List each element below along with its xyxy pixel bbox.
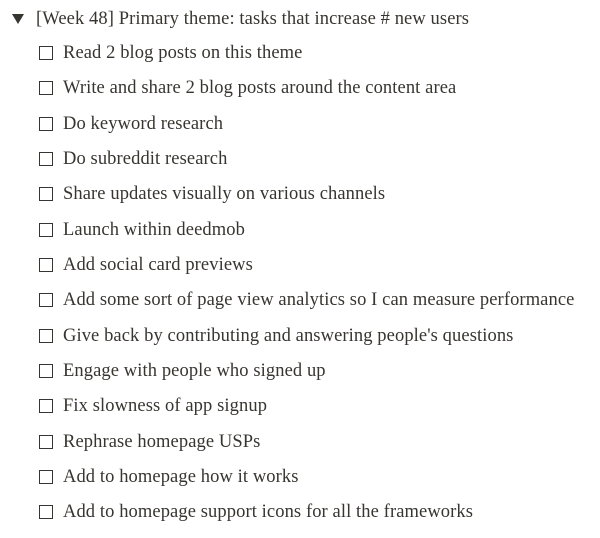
todo-checkbox[interactable] — [39, 329, 53, 343]
todo-item — [39, 216, 245, 244]
todo-label[interactable]: Engage with people who signed up — [63, 360, 326, 381]
todo-checkbox[interactable] — [39, 505, 53, 519]
todo-checkbox[interactable] — [39, 81, 53, 95]
todo-item — [39, 110, 223, 138]
todo-checkbox[interactable] — [39, 399, 53, 413]
todo-label[interactable]: Read 2 blog posts on this theme — [63, 43, 303, 63]
todo-label[interactable]: Add social card previews — [63, 254, 253, 275]
todo-checkbox[interactable] — [39, 293, 53, 307]
todo-item — [39, 39, 302, 67]
todo-label[interactable]: Share updates visually on various channels — [63, 184, 386, 205]
todo-label[interactable]: Write and share 2 blog posts around the content area — [63, 78, 457, 99]
todo-label[interactable]: Launch within deedmob — [63, 219, 245, 240]
todo-item — [39, 463, 299, 491]
todo-item — [39, 286, 574, 314]
toggle-header[interactable] — [0, 5, 469, 33]
todo-label[interactable]: Add to homepage how it works — [63, 466, 299, 487]
todo-label[interactable]: Add to homepage support icons for all the frameworks — [63, 502, 474, 523]
todo-label[interactable]: Fix slowness of app signup — [63, 396, 268, 417]
todo-checkbox[interactable] — [39, 435, 53, 449]
todo-checkbox[interactable] — [39, 117, 53, 131]
todo-checkbox[interactable] — [39, 470, 53, 484]
todo-item — [39, 498, 473, 526]
triangle-down-icon[interactable] — [0, 14, 36, 24]
todo-label[interactable]: Add some sort of page view analytics so I can measure performance — [63, 290, 575, 311]
todo-item — [39, 392, 267, 420]
todo-label[interactable]: Rephrase homepage USPs — [63, 431, 261, 452]
todo-checkbox[interactable] — [39, 364, 53, 378]
todo-item — [39, 428, 260, 456]
todo-label[interactable]: Give back by contributing and answering people's questions — [63, 325, 514, 346]
todo-item — [39, 145, 227, 173]
todo-checkbox[interactable] — [39, 46, 53, 60]
toggle-title: [Week 48] Primary theme: tasks that increase # new users — [36, 9, 470, 29]
todo-checkbox[interactable] — [39, 187, 53, 201]
todo-label[interactable]: Do keyword research — [63, 113, 224, 134]
todo-item — [39, 251, 253, 279]
todo-item — [39, 357, 326, 385]
todo-item — [39, 180, 385, 208]
todo-checkbox[interactable] — [39, 223, 53, 237]
todo-item — [39, 74, 456, 102]
todo-label[interactable]: Do subreddit research — [63, 148, 228, 169]
todo-checkbox[interactable] — [39, 152, 53, 166]
todo-item — [39, 322, 513, 350]
todo-checkbox[interactable] — [39, 258, 53, 272]
